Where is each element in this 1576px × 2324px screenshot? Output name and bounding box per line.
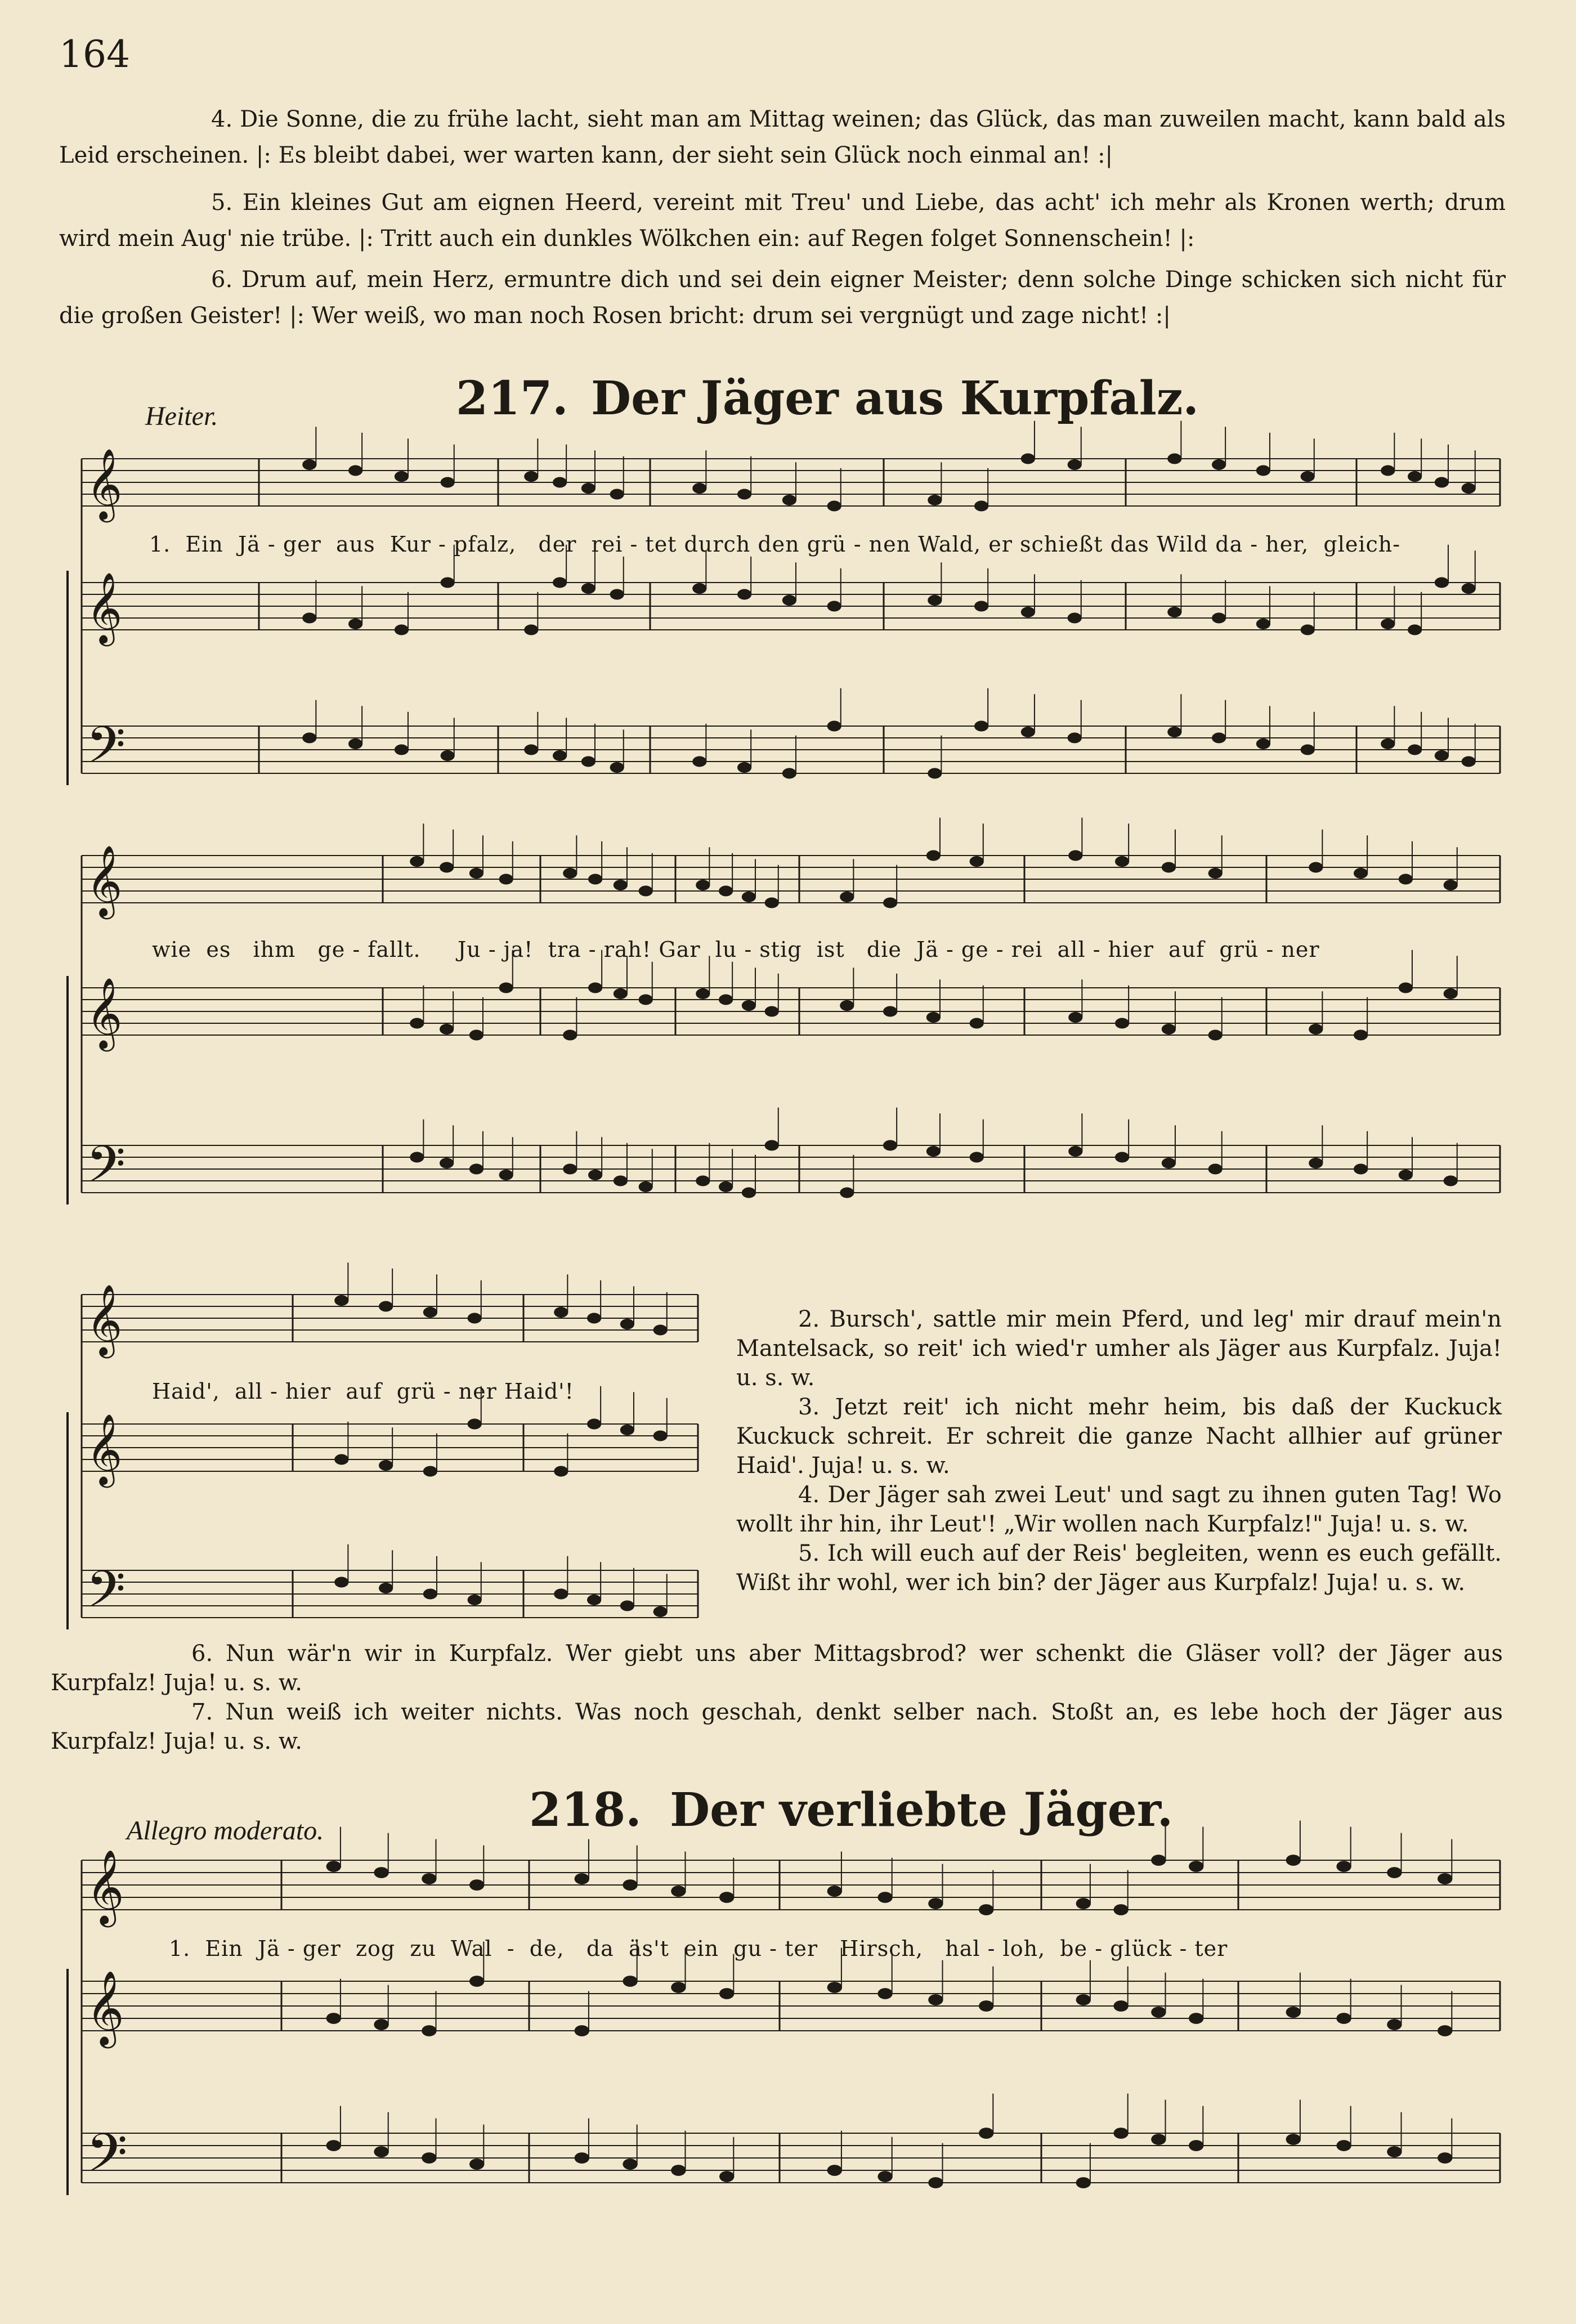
note-head: [1286, 1855, 1301, 1866]
staff: [82, 1821, 1500, 1927]
verse-4: 4. Der Jäger sah zwei Leut' und sagt zu ihnen guten Tag! Wo wollt ihr hin, ihr Leut'! „Wir wollen nach Kurpfalz!" Juja! u. s. w.: [736, 1482, 1502, 1537]
note-head: [326, 1861, 341, 1872]
note-head: [979, 1904, 993, 1915]
note-head: [1151, 2007, 1166, 2018]
note-head: [469, 1879, 484, 1891]
staff: [82, 2094, 1500, 2197]
note-head: [469, 2159, 484, 2170]
song-217-title: Der Jäger aus Kurpfalz.: [591, 371, 1199, 426]
note-head: [422, 2025, 436, 2036]
note-head: [1336, 1861, 1351, 1872]
note-head: [575, 2025, 589, 2036]
note-head: [979, 2128, 993, 2139]
bass-clef-icon: 𝄢: [86, 715, 126, 787]
verse-2: 2. Bursch', sattle mir mein Pferd, und leg' mir drauf mein'n Mantelsack, so reit' ich wied'r umher als Jäger aus Kurpfalz. Juja! u. s. w.: [736, 1306, 1502, 1391]
note-head: [979, 2000, 993, 2012]
treble-clef-icon: 𝄞: [86, 1970, 124, 2045]
note-head: [928, 1994, 943, 2005]
bass-clef-icon: 𝄢: [86, 2122, 128, 2197]
note-head: [1336, 2013, 1351, 2024]
note-head: [1113, 2128, 1128, 2139]
note-head: [1151, 1855, 1166, 1866]
note-head: [422, 2152, 436, 2164]
song-218-tempo: Allegro moderato.: [127, 1816, 324, 1846]
note-head: [1387, 2019, 1402, 2030]
song-217-lyrics-line-1: 1. Ein Jä - ger aus Kur - pfalz, der rei - tet durch den grü - nen Wald, er schießt das Wild da - her, gleich-: [149, 532, 1401, 557]
note-head: [928, 2177, 943, 2188]
note-head: [671, 1982, 686, 1993]
note-head: [1438, 1873, 1452, 1884]
treble-clef-icon: 𝄞: [86, 1284, 123, 1355]
note-head: [1076, 1994, 1091, 2005]
note-head: [1189, 1861, 1203, 1872]
note-head: [575, 2152, 589, 2164]
note-head: [374, 2019, 388, 2030]
treble-clef-icon: 𝄞: [86, 1849, 124, 1924]
note-head: [719, 1988, 734, 1999]
prev-song-verse-5: 5. Ein kleines Gut am eignen Heerd, vereint mit Treu' und Liebe, das acht' ich mehr als Kronen werth; drum wird mein Aug' nie trübe. |: Tritt auch ein dunkles Wölkchen ein: auf Regen folget Sonnenschein! |:: [59, 190, 1506, 252]
bass-clef-icon: 𝄢: [86, 1135, 126, 1206]
note-head: [326, 2140, 341, 2151]
song-217-number: 217.: [456, 371, 568, 426]
verse-7: 7. Nun weiß ich weiter nichts. Was noch geschah, denkt selber nach. Stoßt an, es lebe hoch der Jäger aus Kurpfalz! Juja! u. s. w.: [51, 1699, 1503, 1754]
note-head: [422, 1873, 436, 1884]
note-head: [827, 1982, 842, 1993]
note-head: [469, 1976, 484, 1987]
note-head: [1076, 1898, 1091, 1909]
note-head: [374, 2146, 388, 2157]
song-218-lyrics-line-1: 1. Ein Jä - ger zog zu Wal - de, da äs't ein gu - ter Hirsch, hal - loh, be - glück - ter: [169, 1936, 1228, 1961]
verse-6: 6. Nun wär'n wir in Kurpfalz. Wer giebt uns aber Mittagsbrod? wer schenkt die Gläser voll? der Jäger aus Kurpfalz! Juja! u. s. w.: [51, 1641, 1503, 1696]
note-head: [1387, 1867, 1402, 1878]
verse-5: 5. Ich will euch auf der Reis' begleiten, wenn es euch gefällt. Wißt ihr wohl, wer ich bin? der Jäger aus Kurpfalz! Juja! u. s. w.: [736, 1541, 1502, 1596]
note-head: [623, 1976, 637, 1987]
page-number: 164: [59, 33, 130, 76]
note-head: [877, 1892, 892, 1903]
song-217-tempo: Heiter.: [145, 401, 218, 431]
treble-clef-icon: 𝄞: [86, 1413, 123, 1485]
note-head: [1113, 1904, 1128, 1915]
treble-clef-icon: 𝄞: [86, 977, 123, 1049]
treble-clef-icon: 𝄞: [86, 572, 123, 643]
prev-song-verse-6: 6. Drum auf, mein Herz, ermuntre dich und sei dein eigner Meister; denn solche Dinge schicken sich nicht für die großen Geister! |: Wer weiß, wo man noch Rosen bricht: drum sei vergnügt und zage nicht! :|: [59, 267, 1506, 329]
song-218-number: 218.: [529, 1783, 642, 1837]
note-head: [928, 1898, 943, 1909]
note-head: [1189, 2013, 1203, 2024]
note-head: [719, 2171, 734, 2182]
note-head: [1151, 2134, 1166, 2145]
note-head: [1438, 2152, 1452, 2164]
treble-clef-icon: 𝄞: [86, 845, 123, 916]
note-head: [623, 1879, 637, 1891]
note-head: [1076, 2177, 1091, 2188]
note-head: [623, 2159, 637, 2170]
note-head: [1189, 2140, 1203, 2151]
note-head: [326, 2013, 341, 2024]
note-head: [1336, 2140, 1351, 2151]
song-217-lyrics-line-3: Haid', all - hier auf grü - ner Haid'!: [152, 1379, 574, 1404]
note-head: [1286, 2007, 1301, 2018]
bass-clef-icon: 𝄢: [86, 1560, 126, 1631]
note-head: [1286, 2134, 1301, 2145]
note-head: [575, 1873, 589, 1884]
note-head: [827, 1886, 842, 1897]
song-217-lyrics-line-2: wie es ihm ge - fallt. Ju - ja! tra - rah! Gar lu - stig ist die Jä - ge - rei all - hier auf grü - ner: [152, 937, 1320, 962]
treble-clef-icon: 𝄞: [86, 448, 123, 520]
verse-3: 3. Jetzt reit' ich nicht mehr heim, bis daß der Kuckuck Kuckuck schreit. Er schreit die ganze Nacht allhier auf grüner Haid'. Juja! u. s. w.: [736, 1394, 1502, 1479]
note-head: [1438, 2025, 1452, 2036]
note-head: [827, 2165, 842, 2176]
note-head: [374, 1867, 388, 1878]
note-head: [1387, 2146, 1402, 2157]
note-head: [719, 1892, 734, 1903]
note-head: [877, 1988, 892, 1999]
note-head: [671, 2165, 686, 2176]
note-head: [671, 1886, 686, 1897]
song-218-title: Der verliebte Jäger.: [670, 1783, 1174, 1837]
note-head: [877, 2171, 892, 2182]
prev-song-verse-4: 4. Die Sonne, die zu frühe lacht, sieht man am Mittag weinen; das Glück, das man zuweilen macht, kann bald als Leid erscheinen. |: Es bleibt dabei, wer warten kann, der sieht sein Glück noch einmal an! :|: [59, 106, 1506, 168]
note-head: [1113, 2000, 1128, 2012]
